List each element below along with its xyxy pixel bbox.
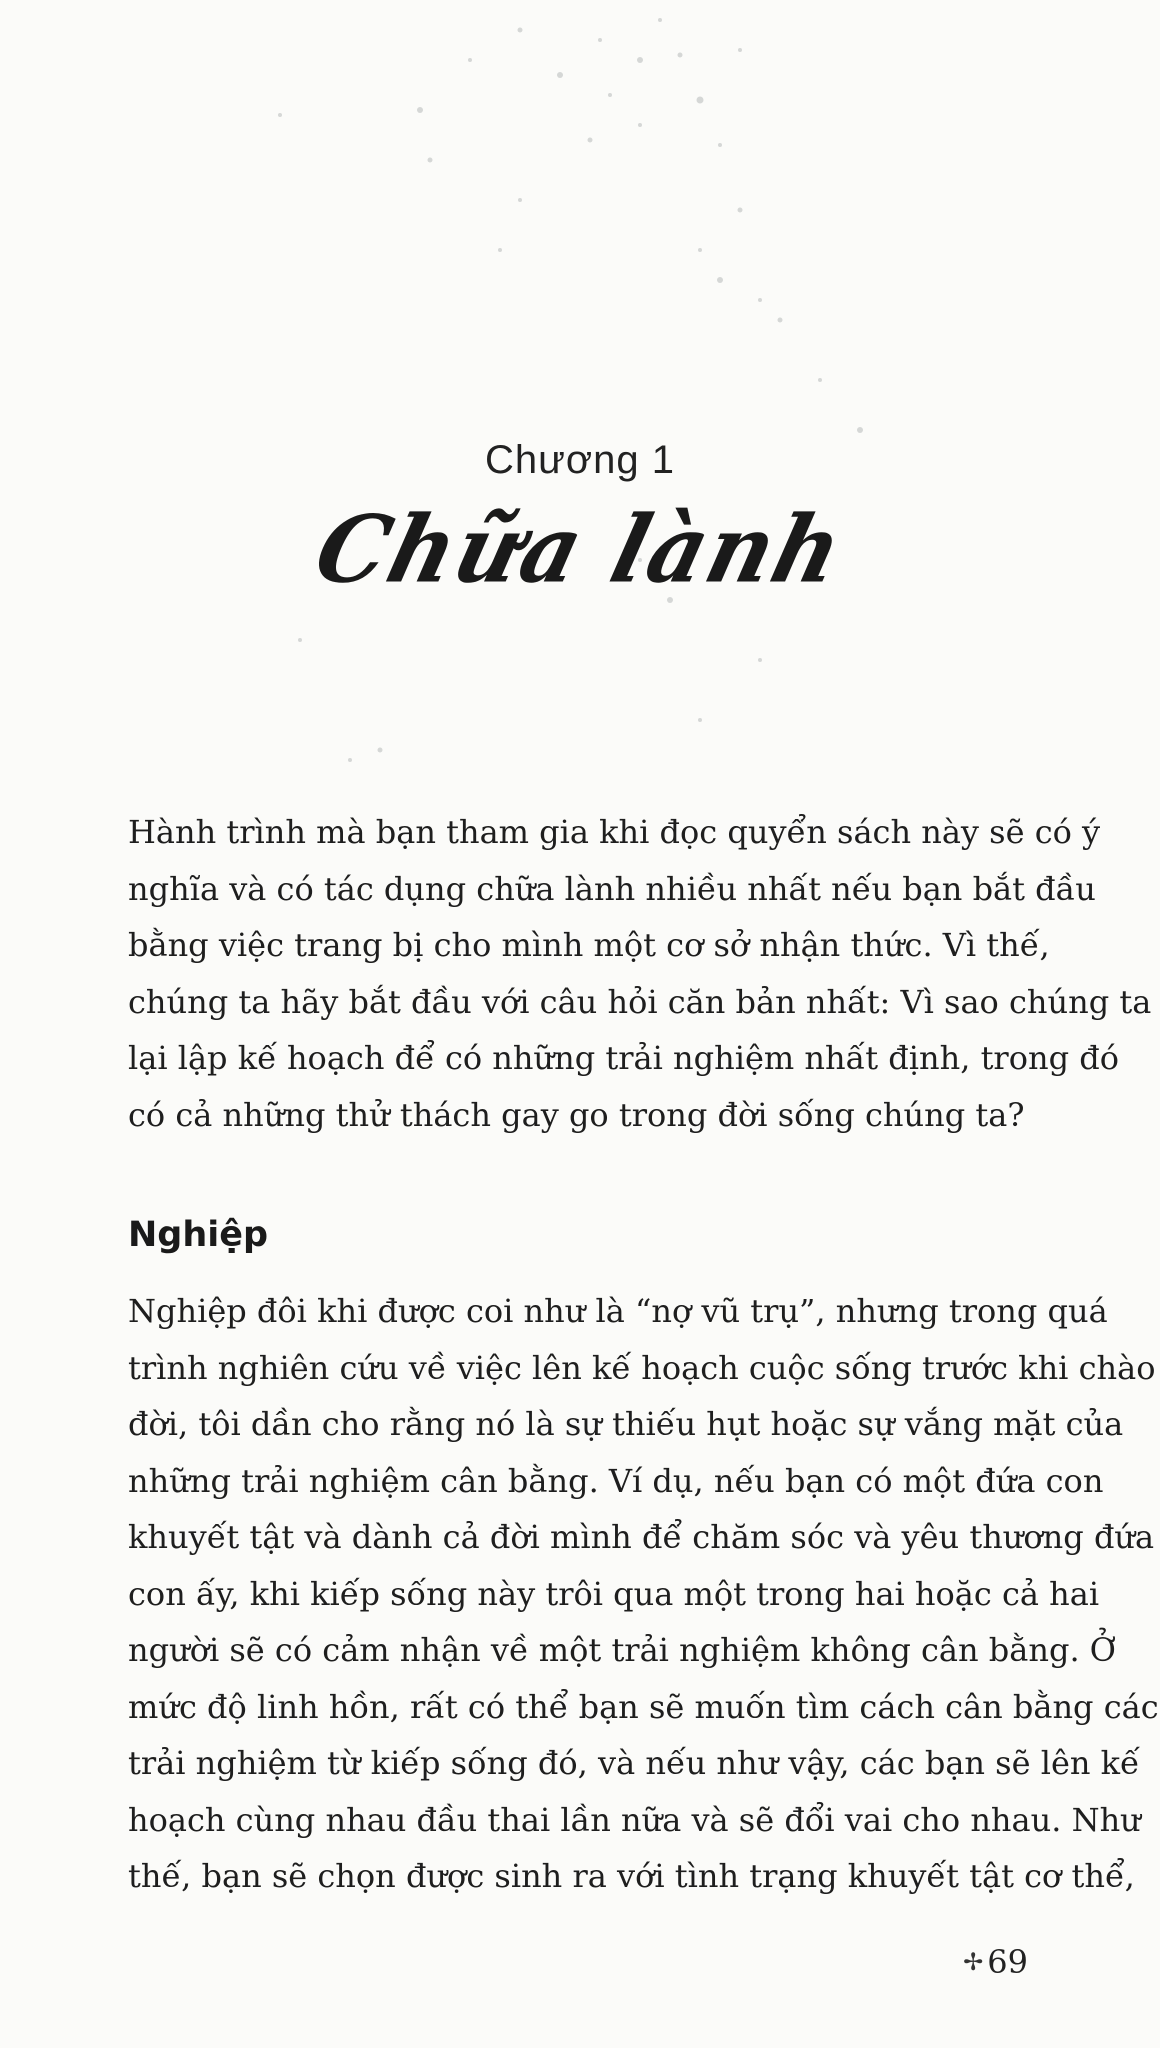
- page-number: 69: [987, 1943, 1028, 1981]
- text-line: lại lập kế hoạch để có những trải nghiệm nhất định, trong đó: [128, 1039, 1119, 1077]
- text-line: mức độ linh hồn, rất có thể bạn sẽ muốn tìm cách cân bằng các: [128, 1687, 1159, 1726]
- text-line: thế, bạn sẽ chọn được sinh ra với tình trạng khuyết tật cơ thể,: [128, 1857, 1135, 1895]
- page-content: [128, 804, 1159, 1905]
- text-line: người sẽ có cảm nhận về một trải nghiệm không cân bằng. Ở: [128, 1631, 1117, 1669]
- intro-paragraph: [128, 804, 1152, 1143]
- text-line: trình nghiên cứu về việc lên kế hoạch cuộc sống trước khi chào: [128, 1348, 1156, 1387]
- chapter-label: Chương 1: [485, 438, 675, 482]
- text-line: đời, tôi dần cho rằng nó là sự thiếu hụt hoặc sự vắng mặt của: [128, 1405, 1124, 1443]
- text-line: có cả những thử thách gay go trong đời sống chúng ta?: [128, 1095, 1025, 1134]
- chapter-header: [0, 430, 1160, 604]
- text-line: Hành trình mà bạn tham gia khi đọc quyển sách này sẽ có ý: [128, 813, 1101, 851]
- text-line: con ấy, khi kiếp sống này trôi qua một trong hai hoặc cả hai: [128, 1574, 1100, 1613]
- text-line: hoạch cùng nhau đầu thai lần nữa và sẽ đổi vai cho nhau. Như: [128, 1800, 1141, 1839]
- text-line: bằng việc trang bị cho mình một cơ sở nhận thức. Vì thế,: [128, 926, 1050, 964]
- text-line: trải nghiệm từ kiếp sống đó, và nếu như vậy, các bạn sẽ lên kế: [128, 1744, 1140, 1782]
- section-paragraph: [128, 1283, 1159, 1905]
- ornament-icon: ✢: [963, 1948, 984, 1976]
- text-line: nghĩa và có tác dụng chữa lành nhiều nhất nếu bạn bắt đầu: [128, 869, 1096, 908]
- page-footer: [963, 1943, 1028, 1981]
- text-line: những trải nghiệm cân bằng. Ví dụ, nếu bạn có một đứa con: [128, 1461, 1104, 1500]
- chapter-title: Chữa lành: [305, 494, 855, 604]
- section-heading: Nghiệp: [128, 1215, 269, 1255]
- decorative-speckle-background: [0, 0, 1160, 800]
- text-line: khuyết tật và dành cả đời mình để chăm sóc và yêu thương đứa: [128, 1518, 1155, 1556]
- text-line: chúng ta hãy bắt đầu với câu hỏi căn bản nhất: Vì sao chúng ta: [128, 982, 1152, 1021]
- text-line: Nghiệp đôi khi được coi như là “nợ vũ trụ”, nhưng trong quá: [128, 1292, 1108, 1330]
